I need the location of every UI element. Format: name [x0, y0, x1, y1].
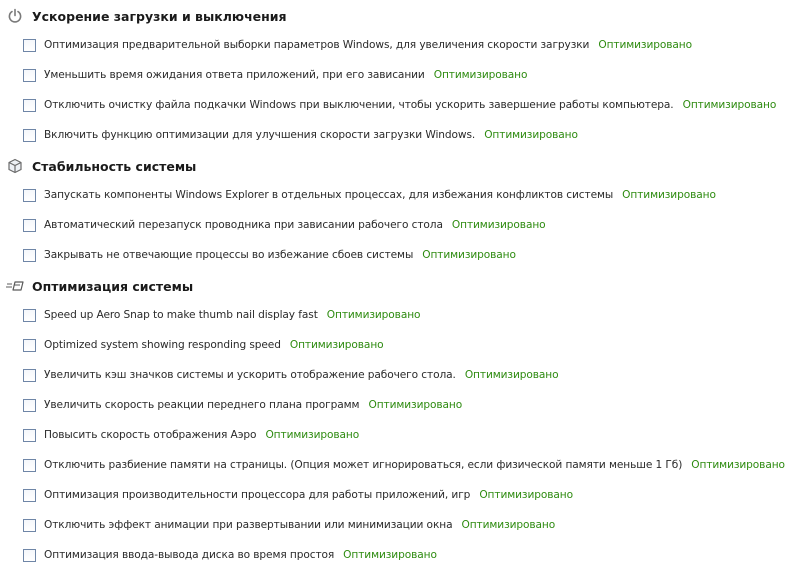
cube-icon: [6, 157, 24, 175]
option-label: Увеличить кэш значков системы и ускорить отображение рабочего стола.: [44, 369, 456, 381]
option-status: Оптимизировано: [682, 99, 777, 111]
option-label: Оптимизация ввода-вывода диска во время простоя: [44, 549, 335, 561]
option-checkbox[interactable]: [23, 399, 36, 412]
option-checkbox[interactable]: [23, 369, 36, 382]
option-row[interactable]: [23, 366, 558, 384]
option-status: Оптимизировано: [464, 369, 559, 381]
option-row[interactable]: [23, 96, 776, 114]
option-row[interactable]: [23, 486, 573, 504]
option-checkbox[interactable]: [23, 99, 36, 112]
option-status: Оптимизировано: [451, 219, 546, 231]
option-status: Оптимизировано: [343, 549, 437, 561]
option-label: Включить функцию оптимизации для улучшения скорости загрузки Windows.: [44, 129, 476, 141]
section-header-boot: [6, 6, 287, 26]
option-row[interactable]: [23, 396, 462, 414]
option-checkbox[interactable]: [23, 219, 36, 232]
option-status: Оптимизировано: [368, 399, 463, 411]
option-checkbox[interactable]: [23, 69, 36, 82]
option-row[interactable]: [23, 126, 578, 144]
option-label: Отключить разбиение памяти на страницы. (Опция может игнорироваться, если физической памяти меньше 1 Гб): [44, 459, 683, 471]
option-label: Speed up Aero Snap to make thumb nail display fast: [44, 309, 318, 321]
option-row[interactable]: [23, 516, 555, 534]
option-label: Запускать компоненты Windows Explorer в отдельных процессах, для избежания конфликтов системы: [44, 189, 614, 201]
option-status: Оптимизировано: [691, 459, 785, 471]
option-row[interactable]: [23, 66, 527, 84]
section-header-system: [6, 276, 193, 296]
option-status: Оптимизировано: [433, 69, 528, 81]
option-checkbox[interactable]: [23, 129, 36, 142]
option-checkbox[interactable]: [23, 519, 36, 532]
option-checkbox[interactable]: [23, 189, 36, 202]
option-status: Оптимизировано: [484, 129, 578, 141]
option-label: Отключить очистку файла подкачки Windows при выключении, чтобы ускорить завершение работы компьютера.: [44, 99, 674, 111]
option-checkbox[interactable]: [23, 249, 36, 262]
option-row[interactable]: [23, 546, 437, 564]
option-status: Оптимизировано: [622, 189, 716, 201]
section-title: Стабильность системы: [32, 158, 197, 174]
option-status: Оптимизировано: [326, 309, 421, 321]
section-header-stability: [6, 156, 196, 176]
option-row[interactable]: [23, 246, 516, 264]
section-title: Ускорение загрузки и выключения: [32, 8, 287, 24]
option-label: Оптимизация производительности процессора для работы приложений, игр: [44, 489, 471, 501]
option-checkbox[interactable]: [23, 309, 36, 322]
option-row[interactable]: [23, 306, 420, 324]
speed-lines-icon: [6, 277, 24, 295]
option-checkbox[interactable]: [23, 549, 36, 562]
option-checkbox[interactable]: [23, 39, 36, 52]
option-row[interactable]: [23, 216, 546, 234]
option-status: Оптимизировано: [422, 249, 516, 261]
option-label: Повысить скорость отображения Аэро: [44, 429, 257, 441]
option-status: Оптимизировано: [598, 39, 692, 51]
option-status: Оптимизировано: [479, 489, 573, 501]
option-label: Optimized system showing responding speed: [44, 339, 281, 351]
option-row[interactable]: [23, 426, 359, 444]
option-row[interactable]: [23, 36, 692, 54]
option-row[interactable]: [23, 186, 716, 204]
option-status: Оптимизировано: [461, 519, 556, 531]
option-checkbox[interactable]: [23, 459, 36, 472]
option-row[interactable]: [23, 456, 785, 474]
section-title: Оптимизация системы: [32, 278, 194, 294]
option-label: Уменьшить время ожидания ответа приложений, при его зависании: [44, 69, 425, 81]
option-label: Автоматический перезапуск проводника при зависании рабочего стола: [44, 219, 443, 231]
option-status: Оптимизировано: [265, 429, 360, 441]
option-label: Увеличить скорость реакции переднего плана программ: [44, 399, 360, 411]
option-checkbox[interactable]: [23, 489, 36, 502]
option-status: Оптимизировано: [289, 339, 384, 351]
option-checkbox[interactable]: [23, 429, 36, 442]
option-label: Оптимизация предварительной выборки параметров Windows, для увеличения скорости загрузки: [44, 39, 590, 51]
option-label: Отключить эффект анимации при развертывании или минимизации окна: [44, 519, 453, 531]
option-row[interactable]: [23, 336, 384, 354]
option-checkbox[interactable]: [23, 339, 36, 352]
option-label: Закрывать не отвечающие процессы во избежание сбоев системы: [44, 249, 414, 261]
power-icon: [6, 7, 24, 25]
